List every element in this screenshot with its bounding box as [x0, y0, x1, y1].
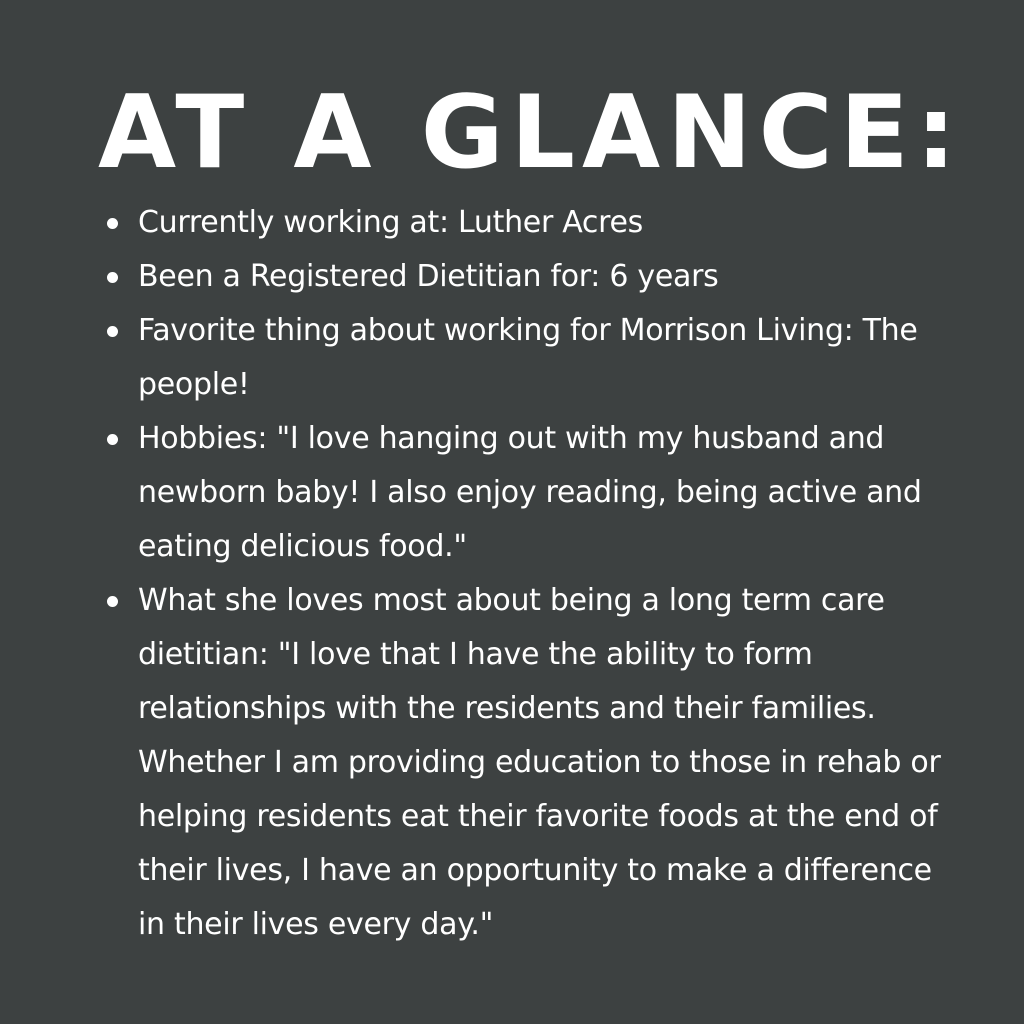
bullet-icon	[107, 272, 118, 283]
fact-text: Favorite thing about working for Morrison Living: The people!	[138, 313, 918, 402]
fact-years-as-dietitian	[138, 250, 958, 304]
fact-text: Currently working at: Luther Acres	[138, 205, 643, 240]
bullet-icon	[107, 434, 118, 445]
fact-text: Hobbies: "I love hanging out with my husband and newborn baby! I also enjoy reading, being active and eating delicious food."	[138, 421, 922, 564]
fact-favorite-thing	[138, 304, 958, 412]
bullet-icon	[107, 218, 118, 229]
bullet-icon	[107, 596, 118, 607]
fact-text: What she loves most about being a long term care dietitian: "I love that I have the ability to form relationships with the residents and their families. Whether I am providing education to those in rehab or helping residents eat their favorite foods at the end of their lives, I have an opportunity to make a difference in their lives every day."	[138, 583, 941, 942]
fact-hobbies	[138, 412, 958, 574]
facts-list	[138, 196, 958, 952]
fact-loves-most	[138, 574, 958, 952]
fact-text: Been a Registered Dietitian for: 6 years	[138, 259, 719, 294]
page-title: AT A GLANCE:	[98, 73, 964, 191]
bullet-icon	[107, 326, 118, 337]
fact-current-workplace	[138, 196, 958, 250]
